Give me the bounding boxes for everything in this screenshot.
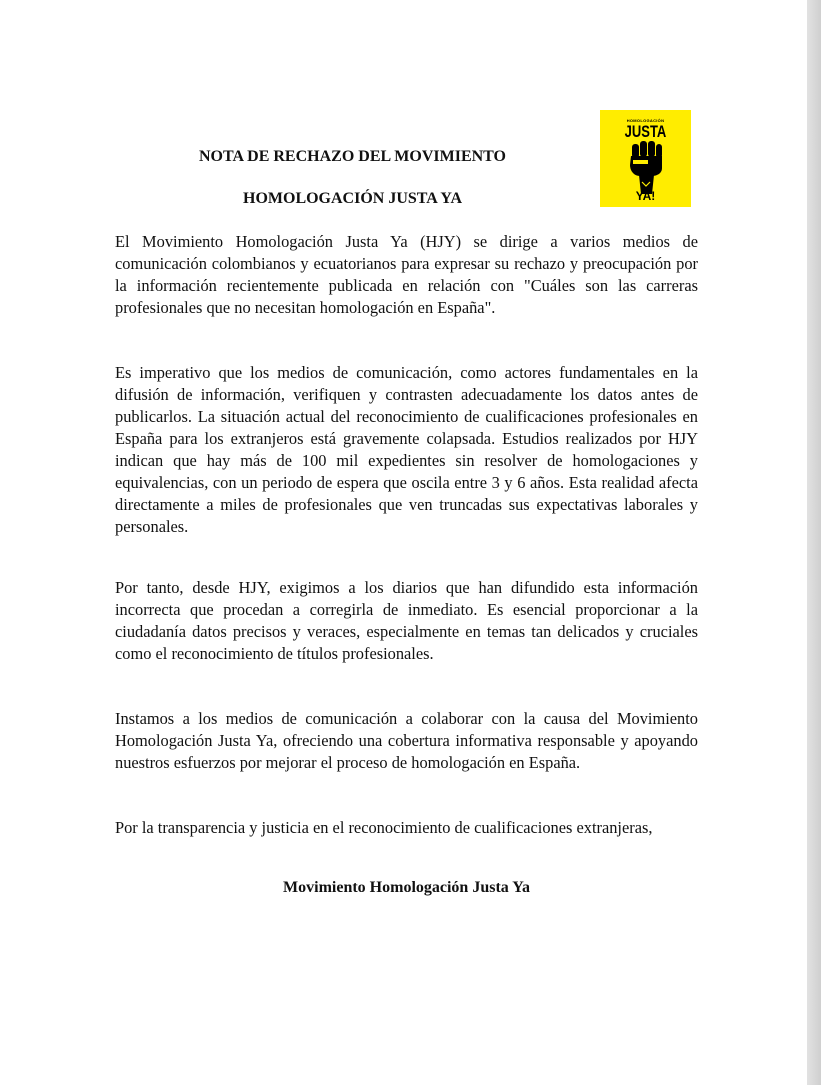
logo-main-text: JUSTA (624, 122, 667, 141)
paragraph-collaboration-call: Instamos a los medios de comunicación a colaborar con la causa del Movimiento Homologación Justa Ya, ofreciendo una cobertura informativa responsable y apoyando nuestros esfuerzos por mejorar el proceso de homologación en España. (115, 709, 698, 772)
document-title-line-1: NOTA DE RECHAZO DEL MOVIMIENTO (198, 148, 506, 165)
signature: Movimiento Homologación Justa Ya (283, 879, 530, 896)
raised-fist-icon (626, 138, 666, 194)
paragraph-intro: El Movimiento Homologación Justa Ya (HJY) se dirige a varios medios de comunicación colombianos y ecuatorianos para expresar su rechazo y preocupación por la información recientemente publicada en relación con "Cuáles son las carreras profesionales que no necesitan homologación en España". (115, 232, 698, 317)
page-edge-shadow (807, 0, 821, 1085)
logo-top-text: HOMOLOGACIÓN (626, 118, 665, 123)
paragraph-closing: Por la transparencia y justicia en el reconocimiento de cualificaciones extranjeras, (115, 818, 653, 837)
paragraph-media-verification: Es imperativo que los medios de comunicación, como actores fundamentales en la difusión de información, verifiquen y contrasten adecuadamente los datos antes de publicarlos. La situación actual del reconocimiento de cualificaciones profesionales en España para los extranjeros está gravemente colapsada. Estudios realizados por HJY indican que hay más de 100 mil expedientes sin resolver de homologaciones y equivalencias, con un periodo de espera que oscila entre 3 y 6 años. Esta realidad afecta directamente a miles de profesionales que ven truncadas sus expectativas laborales y personales. (115, 363, 698, 536)
paragraph-correction-demand: Por tanto, desde HJY, exigimos a los diarios que han difundido esta información incorrecta que procedan a corregirla de inmediato. Es esencial proporcionar a la ciudadanía datos precisos y veraces, especialmente en temas tan delicados y cruciales como el reconocimiento de títulos profesionales. (115, 578, 698, 663)
hjy-logo (600, 110, 691, 207)
document-title-line-2: HOMOLOGACIÓN JUSTA YA (243, 190, 462, 207)
logo-bottom-text: YA! (635, 189, 656, 203)
